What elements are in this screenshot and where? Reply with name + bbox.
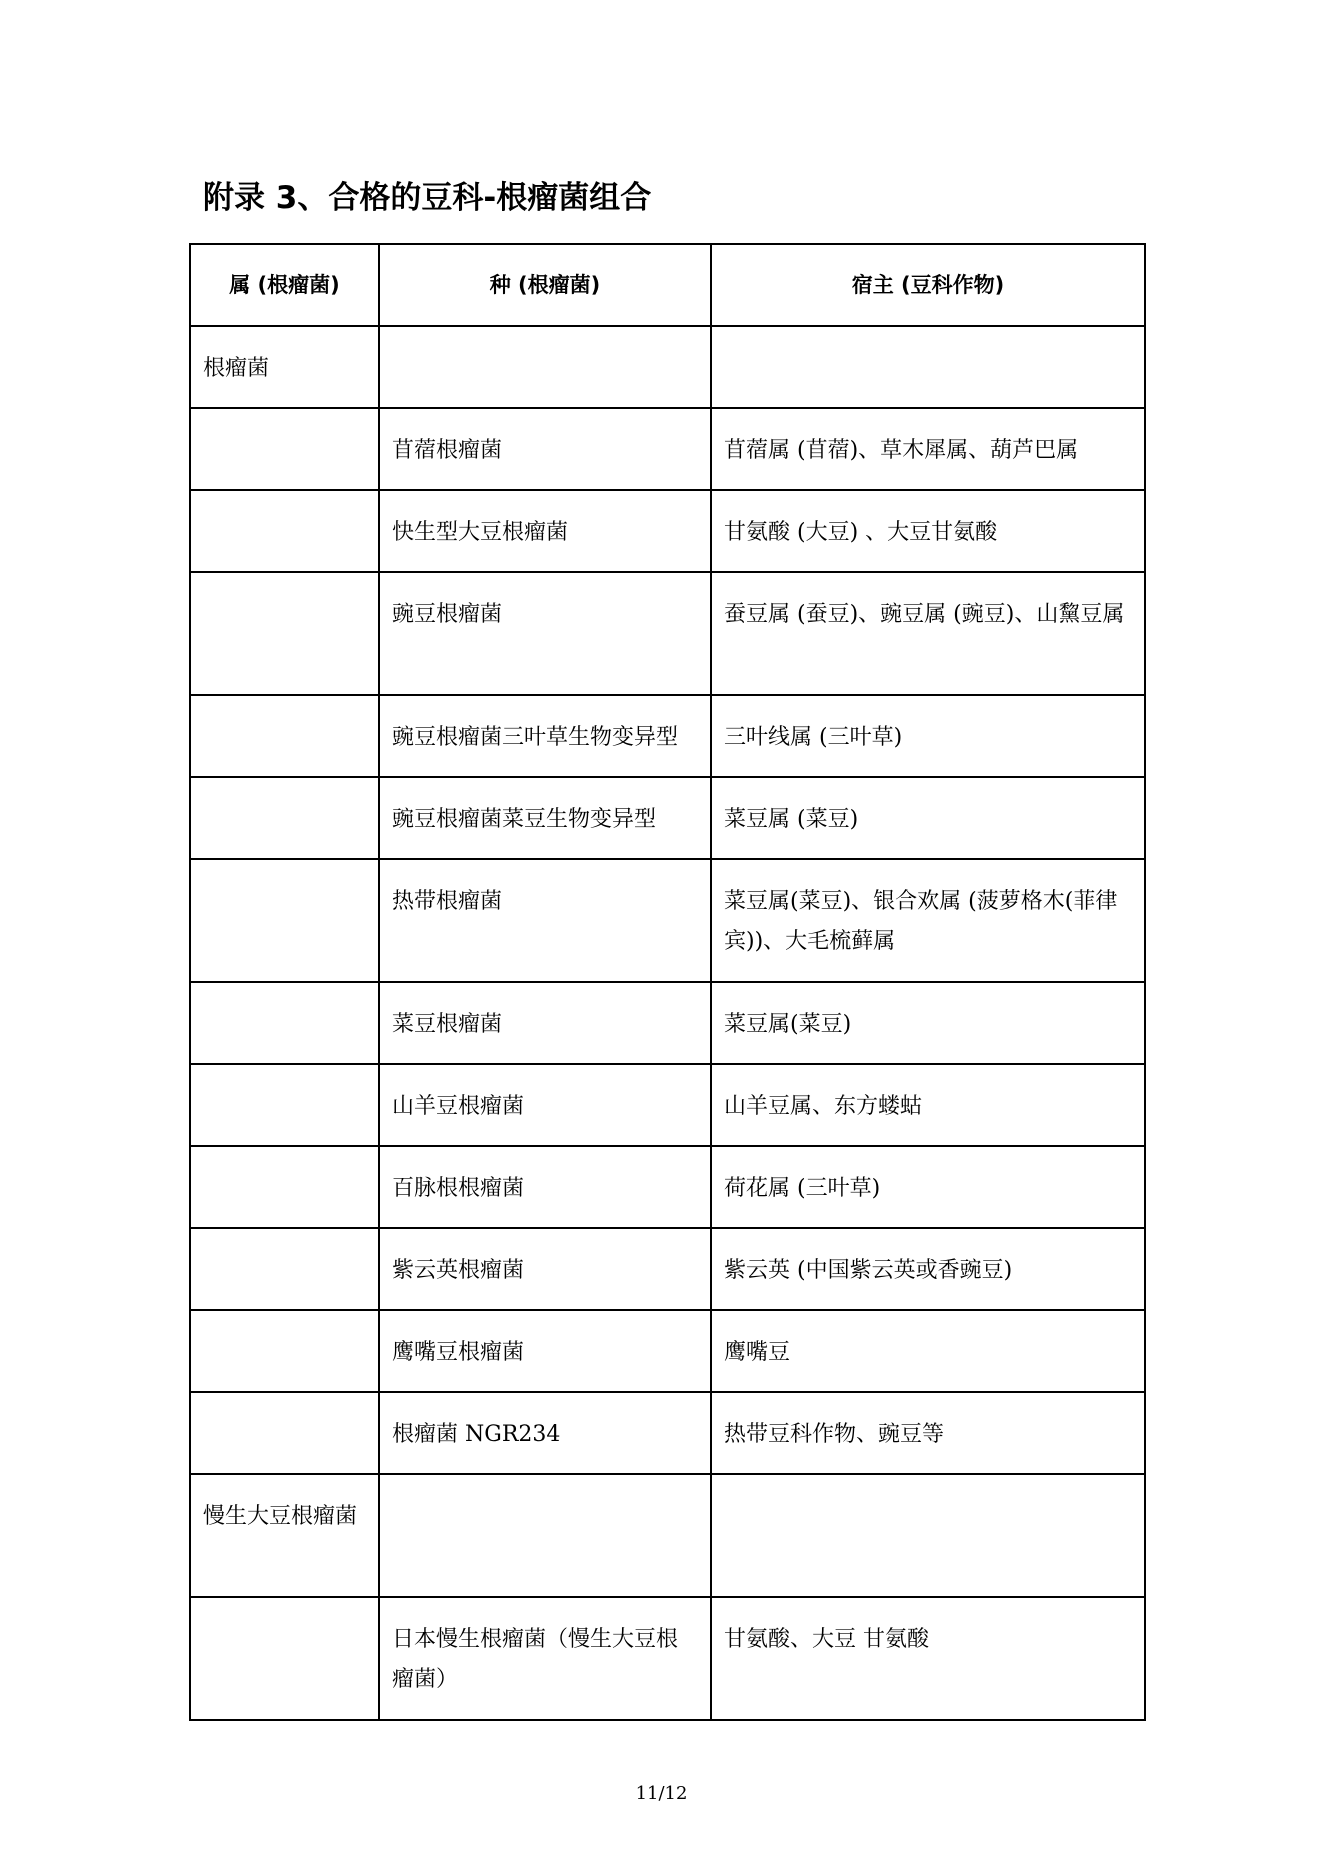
table-row xyxy=(190,777,1145,859)
host-cell: 荷花属 (三叶草) xyxy=(711,1146,1145,1228)
host-cell: 紫云英 (中国紫云英或香豌豆) xyxy=(711,1228,1145,1310)
table-row xyxy=(190,326,1145,408)
species-cell xyxy=(379,1474,711,1597)
genus-cell xyxy=(190,408,379,490)
host-cell: 菜豆属(菜豆)、银合欢属 (菠萝格木(菲律宾))、大毛梳藓属 xyxy=(711,859,1145,982)
genus-cell xyxy=(190,695,379,777)
species-cell: 百脉根根瘤菌 xyxy=(379,1146,711,1228)
species-cell: 山羊豆根瘤菌 xyxy=(379,1064,711,1146)
table-header-row xyxy=(190,244,1145,326)
species-cell: 豌豆根瘤菌菜豆生物变异型 xyxy=(379,777,711,859)
table-row xyxy=(190,695,1145,777)
genus-cell: 根瘤菌 xyxy=(190,326,379,408)
genus-cell xyxy=(190,859,379,982)
host-cell: 鹰嘴豆 xyxy=(711,1310,1145,1392)
host-cell: 山羊豆属、东方蝼蛄 xyxy=(711,1064,1145,1146)
header-species: 种 (根瘤菌) xyxy=(379,244,711,326)
genus-cell xyxy=(190,982,379,1064)
table-row xyxy=(190,1146,1145,1228)
species-cell: 豌豆根瘤菌三叶草生物变异型 xyxy=(379,695,711,777)
host-cell: 甘氨酸 (大豆) 、大豆甘氨酸 xyxy=(711,490,1145,572)
host-cell: 热带豆科作物、豌豆等 xyxy=(711,1392,1145,1474)
species-cell: 鹰嘴豆根瘤菌 xyxy=(379,1310,711,1392)
page-number: 11/12 xyxy=(635,1783,688,1804)
host-cell: 苜蓿属 (苜蓿)、草木犀属、葫芦巴属 xyxy=(711,408,1145,490)
table-row xyxy=(190,1597,1145,1720)
species-cell: 菜豆根瘤菌 xyxy=(379,982,711,1064)
genus-cell xyxy=(190,777,379,859)
genus-cell xyxy=(190,1597,379,1720)
host-cell: 菜豆属 (菜豆) xyxy=(711,777,1145,859)
host-cell xyxy=(711,326,1145,408)
header-host: 宿主 (豆科作物) xyxy=(711,244,1145,326)
table-row xyxy=(190,490,1145,572)
species-cell: 快生型大豆根瘤菌 xyxy=(379,490,711,572)
species-cell: 热带根瘤菌 xyxy=(379,859,711,982)
header-genus: 属 (根瘤菌) xyxy=(190,244,379,326)
host-cell: 甘氨酸、大豆 甘氨酸 xyxy=(711,1597,1145,1720)
genus-cell xyxy=(190,1310,379,1392)
genus-cell: 慢生大豆根瘤菌 xyxy=(190,1474,379,1597)
species-cell xyxy=(379,326,711,408)
species-cell: 苜蓿根瘤菌 xyxy=(379,408,711,490)
table-row xyxy=(190,982,1145,1064)
legume-rhizobium-table xyxy=(189,243,1146,1721)
table-row xyxy=(190,572,1145,695)
table-row xyxy=(190,1392,1145,1474)
table-row xyxy=(190,1310,1145,1392)
host-cell: 三叶线属 (三叶草) xyxy=(711,695,1145,777)
host-cell xyxy=(711,1474,1145,1597)
genus-cell xyxy=(190,1392,379,1474)
host-cell: 蚕豆属 (蚕豆)、豌豆属 (豌豆)、山黧豆属 xyxy=(711,572,1145,695)
species-cell: 日本慢生根瘤菌（慢生大豆根瘤菌） xyxy=(379,1597,711,1720)
page-title: 附录 3、合格的豆科-根瘤菌组合 xyxy=(203,180,652,216)
species-cell: 紫云英根瘤菌 xyxy=(379,1228,711,1310)
host-cell: 菜豆属(菜豆) xyxy=(711,982,1145,1064)
genus-cell xyxy=(190,490,379,572)
table-row xyxy=(190,408,1145,490)
genus-cell xyxy=(190,1064,379,1146)
table-row xyxy=(190,1474,1145,1597)
species-cell: 根瘤菌 NGR234 xyxy=(379,1392,711,1474)
table-row xyxy=(190,1228,1145,1310)
species-cell: 豌豆根瘤菌 xyxy=(379,572,711,695)
genus-cell xyxy=(190,1228,379,1310)
genus-cell xyxy=(190,572,379,695)
table-row xyxy=(190,859,1145,982)
table-row xyxy=(190,1064,1145,1146)
genus-cell xyxy=(190,1146,379,1228)
